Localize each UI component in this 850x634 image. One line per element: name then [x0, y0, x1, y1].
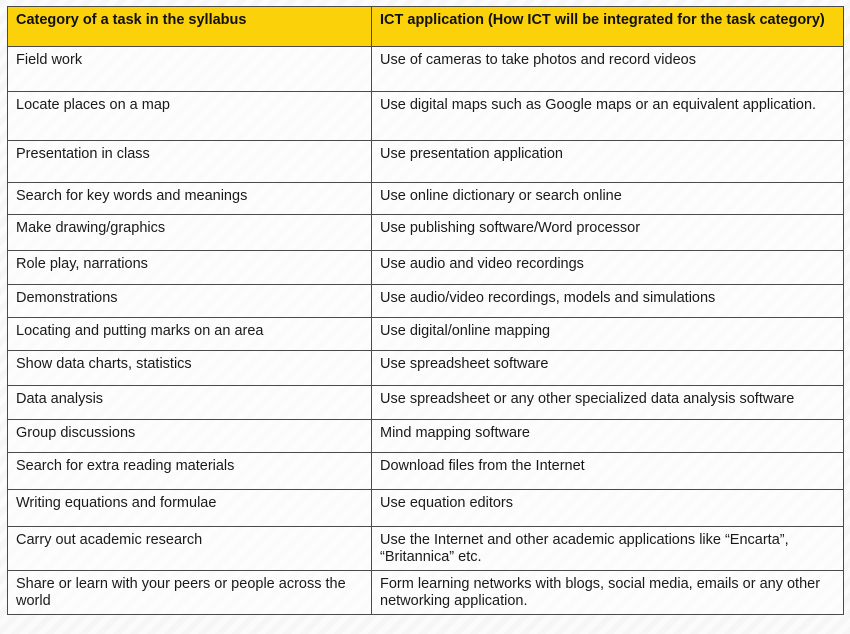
- table-row: [8, 285, 844, 318]
- application-cell: Use online dictionary or search online: [372, 183, 844, 215]
- category-cell: Search for extra reading materials: [8, 453, 372, 490]
- application-cell: Form learning networks with blogs, social media, emails or any other networking application.: [372, 571, 844, 615]
- table-row: [8, 490, 844, 527]
- category-cell: Show data charts, statistics: [8, 351, 372, 386]
- application-cell: Use digital maps such as Google maps or an equivalent application.: [372, 92, 844, 141]
- application-cell: Use publishing software/Word processor: [372, 215, 844, 251]
- application-cell: Use spreadsheet or any other specialized data analysis software: [372, 386, 844, 420]
- category-cell: Presentation in class: [8, 141, 372, 183]
- table-header-row: [8, 7, 844, 47]
- table-row: [8, 571, 844, 615]
- header-category: Category of a task in the syllabus: [8, 7, 372, 47]
- category-cell: Make drawing/graphics: [8, 215, 372, 251]
- application-cell: Use the Internet and other academic applications like “Encarta”, “Britannica” etc.: [372, 527, 844, 571]
- table-row: [8, 351, 844, 386]
- table-row: [8, 386, 844, 420]
- application-cell: Use audio and video recordings: [372, 251, 844, 285]
- category-cell: Role play, narrations: [8, 251, 372, 285]
- table-row: [8, 215, 844, 251]
- category-cell: Carry out academic research: [8, 527, 372, 571]
- category-cell: Demonstrations: [8, 285, 372, 318]
- category-cell: Share or learn with your peers or people across the world: [8, 571, 372, 615]
- table-row: [8, 47, 844, 92]
- application-cell: Use equation editors: [372, 490, 844, 527]
- table-row: [8, 318, 844, 351]
- table-row: [8, 92, 844, 141]
- table-row: [8, 183, 844, 215]
- application-cell: Mind mapping software: [372, 420, 844, 453]
- category-cell: Search for key words and meanings: [8, 183, 372, 215]
- header-ict-application: ICT application (How ICT will be integrated for the task category): [372, 7, 844, 47]
- category-cell: Group discussions: [8, 420, 372, 453]
- table-row: [8, 453, 844, 490]
- application-cell: Use presentation application: [372, 141, 844, 183]
- application-cell: Download files from the Internet: [372, 453, 844, 490]
- category-cell: Locating and putting marks on an area: [8, 318, 372, 351]
- table-row: [8, 527, 844, 571]
- application-cell: Use digital/online mapping: [372, 318, 844, 351]
- category-cell: Writing equations and formulae: [8, 490, 372, 527]
- category-cell: Data analysis: [8, 386, 372, 420]
- table-row: [8, 141, 844, 183]
- category-cell: Locate places on a map: [8, 92, 372, 141]
- application-cell: Use spreadsheet software: [372, 351, 844, 386]
- table-row: [8, 251, 844, 285]
- table-row: [8, 420, 844, 453]
- ict-integration-table: [7, 6, 844, 615]
- application-cell: Use of cameras to take photos and record videos: [372, 47, 844, 92]
- category-cell: Field work: [8, 47, 372, 92]
- application-cell: Use audio/video recordings, models and simulations: [372, 285, 844, 318]
